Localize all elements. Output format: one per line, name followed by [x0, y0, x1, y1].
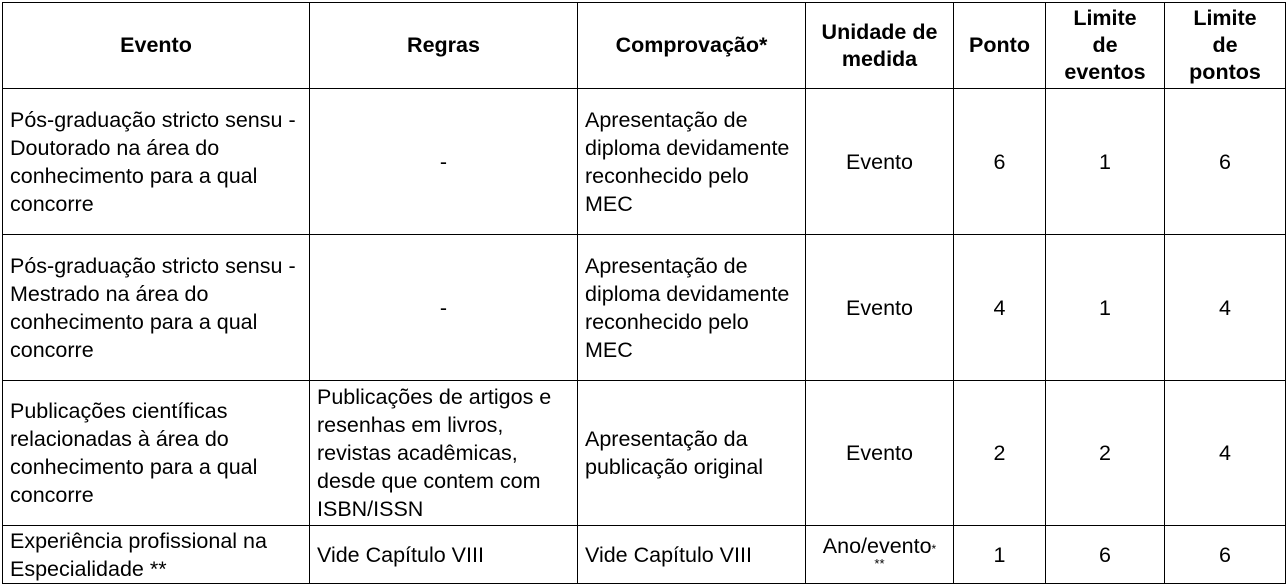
cell-evento: Pós-graduação stricto sensu - Mestrado na área do conhecimento para a qual concorre [3, 235, 310, 381]
unidade-wrap [823, 535, 936, 571]
header-regras-text: Regras [407, 33, 480, 57]
header-limite-pontos-line1: Limite [1193, 6, 1257, 30]
cell-evento: Pós-graduação stricto sensu - Doutorado na área do conhecimento para a qual concorre [3, 89, 310, 235]
cell-unidade: Evento [806, 89, 954, 235]
cell-regras: Vide Capítulo VIII [310, 526, 578, 584]
table-row [3, 381, 1286, 526]
header-limite-de-pontos [1165, 3, 1286, 89]
cell-limite-eventos: 1 [1046, 89, 1165, 235]
cell-limite-pontos: 4 [1165, 235, 1286, 381]
table-row [3, 235, 1286, 381]
cell-regras: - [310, 89, 578, 235]
cell-limite-pontos: 6 [1165, 89, 1286, 235]
header-evento-text: Evento [120, 33, 192, 57]
header-comprovacao-text: Comprovação* [615, 33, 768, 57]
cell-unidade: Evento [806, 381, 954, 526]
header-ponto-text: Ponto [969, 33, 1030, 57]
cell-comprovacao: Vide Capítulo VIII [578, 526, 806, 584]
header-limite-de-eventos [1046, 3, 1165, 89]
cell-limite-eventos: 1 [1046, 235, 1165, 381]
cell-ponto: 1 [954, 526, 1046, 584]
cell-comprovacao: Apresentação da publicação original [578, 381, 806, 526]
cell-limite-eventos: 2 [1046, 381, 1165, 526]
cell-ponto: 6 [954, 89, 1046, 235]
cell-limite-pontos: 6 [1165, 526, 1286, 584]
cell-unidade: Evento [806, 235, 954, 381]
header-limite-pontos-line3: pontos [1189, 60, 1261, 84]
cell-limite-pontos: 4 [1165, 381, 1286, 526]
header-regras [310, 3, 578, 89]
cell-regras: - [310, 235, 578, 381]
cell-unidade [806, 526, 954, 584]
cell-regras: Publicações de artigos e resenhas em livros, revistas acadêmicas, desde que contem com ISBN/ISSN [310, 381, 578, 526]
cell-ponto: 2 [954, 381, 1046, 526]
table-row [3, 89, 1286, 235]
score-table [2, 2, 1286, 584]
cell-comprovacao: Apresentação de diploma devidamente reconhecido pelo MEC [578, 89, 806, 235]
unidade-mark-2: ** [874, 555, 885, 571]
header-unidade-line2: medida [841, 46, 918, 71]
header-unidade-de-medida [806, 3, 954, 89]
unidade-mark-1: * [931, 541, 937, 556]
header-row [3, 3, 1286, 89]
header-comprovacao [578, 3, 806, 89]
cell-ponto: 4 [954, 235, 1046, 381]
cell-comprovacao: Apresentação de diploma devidamente reconhecido pelo MEC [578, 235, 806, 381]
cell-limite-eventos: 6 [1046, 526, 1165, 584]
cell-evento: Publicações científicas relacionadas à área do conhecimento para a qual concorre [3, 381, 310, 526]
unidade-text: Ano/evento [822, 533, 932, 558]
header-limite-eventos-line1: Limite [1073, 6, 1137, 30]
cell-evento: Experiência profissional na Especialidade ** [3, 526, 310, 584]
header-ponto [954, 3, 1046, 89]
header-evento [3, 3, 310, 89]
header-limite-eventos-line2: de [1092, 33, 1118, 57]
header-limite-eventos-line3: eventos [1064, 60, 1146, 84]
table-row [3, 526, 1286, 584]
header-limite-pontos-line2: de [1212, 33, 1238, 57]
header-unidade-line1: Unidade de [821, 19, 938, 44]
